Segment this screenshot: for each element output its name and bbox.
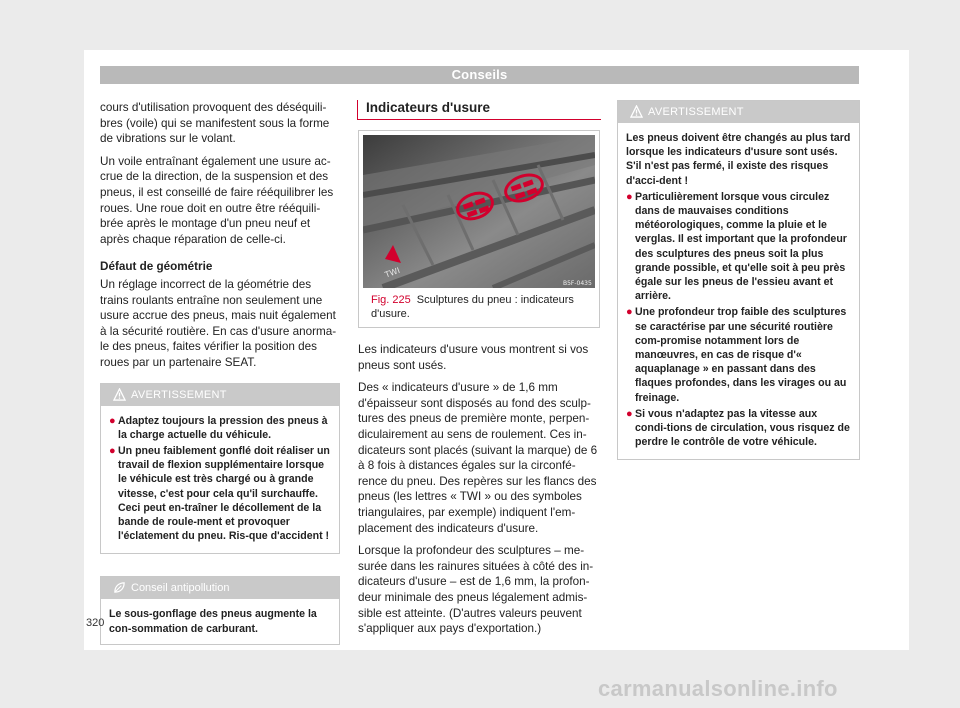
warning-title: AVERTISSEMENT	[131, 388, 227, 401]
warning-bullet	[626, 305, 851, 404]
bullet-text: Particulièrement lorsque vous circulez dans de mauvaises conditions météorologiques, comme la pluie et le verglas. Il est important que la profondeur des sculptures des pneus soit la plus grande possible, et qu'elle soit à peu près égale sur les pneus de l'essieu avant et arrière.	[635, 190, 847, 303]
eco-tip-title: Conseil antipollution	[131, 582, 230, 595]
warning-bullet	[626, 190, 851, 304]
figure	[358, 130, 600, 328]
figure-caption	[363, 288, 595, 321]
bullet-icon: ●	[626, 190, 633, 203]
figure-code: B5F-0435	[563, 280, 592, 287]
watermark: carmanualsonline.info	[598, 676, 838, 701]
paragraph: Lorsque la profondeur des sculptures – me-surée dans les rainures situées à côté des in-dicateurs d'usure – est de 1,6 mm, la profon-deur minimale des pneus légalement admis-sible est atteinte. (D'autres valeurs peuvent s'appliquer aux pays d'exportation.)	[358, 544, 594, 636]
warning-title: AVERTISSEMENT	[648, 106, 744, 118]
paragraph: Des « indicateurs d'usure » de 1,6 mm d'épaisseur sont disposés au fond des sculp-tures des pneus de première monte, perpen-diculairement au sens de roulement. Ces in-dicateurs sont placés (suivant la marque) de 6 à 8 fois à distances égales sur la circonfé-rence du pneu. Des repères sur les flancs des pneus (les lettres « TWI » ou des symboles triangulaires, par exemple) indiquent l'em-placement des indicateurs d'usure.	[358, 381, 598, 535]
bullet-text: Un pneu faiblement gonflé doit réaliser un travail de flexion supplémentaire lorsque le véhicule est très chargé ou à grande vitesse, c'est pour cela qu'il surchauffe. Ceci peut en-traîner le décollement de la bande de roule-ment et provoquer l'éclatement du pneu. Ris-que d'accident !	[118, 444, 330, 543]
section-title: Indicateurs d'usure	[357, 100, 601, 120]
subheading: Défaut de géométrie	[100, 260, 213, 274]
warning-header	[101, 384, 339, 406]
paragraph: Un voile entraînant également une usure ac-crue de la direction, de la suspension et des pneus, il est conseillé de faire rééquilibrer les roues. Une roue doit en outre être rééquili-brée après le montage d'un pneu neuf et après chaque réparation de celle-ci.	[100, 154, 334, 246]
bullet-icon: ●	[109, 414, 116, 427]
bullet-icon: ●	[626, 407, 633, 420]
warning-bullet	[626, 407, 851, 450]
warning-triangle-icon	[113, 388, 126, 401]
paragraph: Un réglage incorrect de la géométrie des trains roulants entraîne non seulement une usure accrue des pneus, mais nuit également à la sécurité routière. En cas d'usure anorma-le des pneus, faites vérifier la position des roues par un partenaire SEAT.	[100, 277, 337, 369]
warning-body	[618, 123, 859, 459]
bullet-text: Si vous n'adaptez pas la vitesse aux condi-tions de circulation, vous risquez de perdre le contrôle de votre véhicule.	[635, 407, 850, 449]
column-left	[100, 100, 340, 645]
warning-bullet	[109, 444, 331, 543]
figure-number: Fig. 225	[371, 294, 411, 306]
bullet-icon: ●	[109, 444, 116, 457]
warning-box	[617, 100, 860, 460]
eco-tip-box	[100, 576, 340, 644]
warning-bullet	[109, 414, 331, 442]
warning-intro: Les pneus doivent être changés au plus tard lorsque les indicateurs d'usure sont usés. S'il n'est pas fermé, il existe des risques d'acci-dent !	[626, 132, 851, 187]
warning-box	[100, 383, 340, 555]
column-middle	[358, 100, 600, 644]
bullet-text: Une profondeur trop faible des sculptures se caractérise par une sécurité routière com-promise notamment lors de manœuvres, en cas de risque d'« aquaplanage » en passant dans des flaques profondes, dans les virages ou au freinage.	[635, 306, 847, 404]
column-right	[617, 100, 860, 460]
bullet-text: Adaptez toujours la pression des pneus à la charge actuelle du véhicule.	[118, 414, 328, 441]
page-header: Conseils	[100, 66, 859, 84]
figure-caption-text: Sculptures du pneu : indicateurs d'usure.	[371, 294, 574, 320]
warning-triangle-icon	[630, 105, 643, 118]
paragraph: Les indicateurs d'usure vous montrent si vos pneus sont usés.	[358, 343, 589, 372]
warning-header	[618, 101, 859, 123]
page-number: 320	[86, 617, 105, 629]
tire-tread-image	[363, 135, 595, 288]
paragraph: cours d'utilisation provoquent des déséquili-bres (voile) qui se manifestent sous la forme de vibrations sur le volant.	[100, 101, 330, 146]
leaf-icon	[113, 581, 126, 594]
warning-body	[101, 406, 339, 554]
bullet-icon: ●	[626, 306, 633, 319]
eco-tip-body: Le sous-gonflage des pneus augmente la con-sommation de carburant.	[109, 608, 317, 635]
tire-marking: TWI	[383, 265, 402, 280]
eco-tip-header	[101, 577, 339, 599]
